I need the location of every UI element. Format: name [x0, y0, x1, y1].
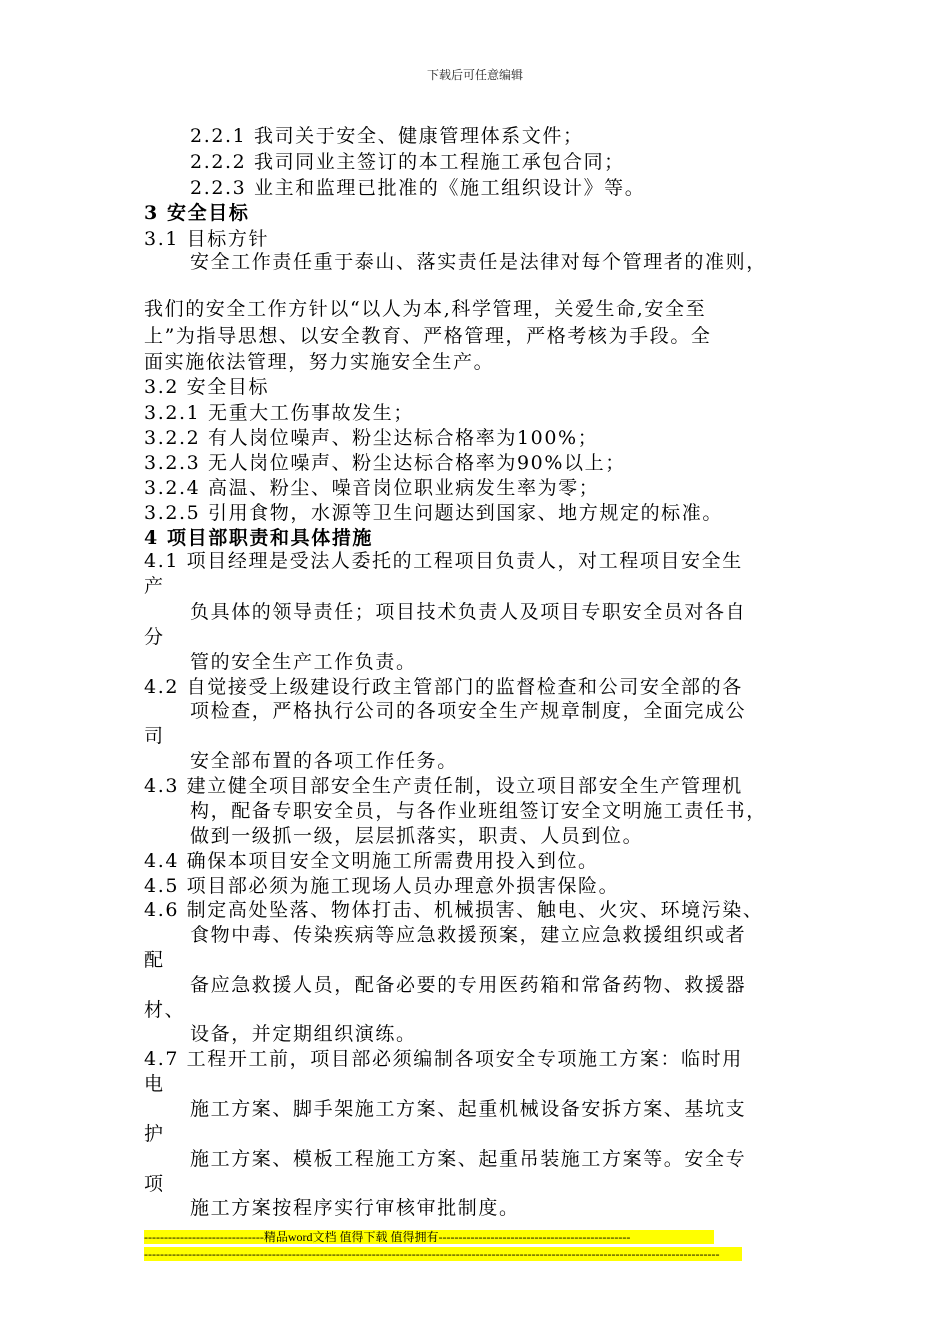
text-line: 护 [144, 1123, 165, 1145]
text-line: 4.4 确保本项目安全文明施工所需费用投入到位。 [144, 850, 599, 872]
text-line: 4.5 项目部必须为施工现场人员办理意外损害保险。 [144, 875, 620, 897]
text-line: 负具体的领导责任；项目技术负责人及项目专职安全员对各自 [190, 601, 747, 623]
text-line: 配 [144, 949, 165, 971]
text-line: 施工方案按程序实行审核审批制度。 [190, 1197, 520, 1219]
text-line: 4.7 工程开工前，项目部必须编制各项安全专项施工方案：临时用 [144, 1048, 743, 1070]
page-header: 下载后可任意编辑 [426, 68, 523, 82]
text-line: 做到一级抓一级，层层抓落实，职责、人员到位。 [190, 825, 644, 847]
text-line: 安全工作责任重于泰山、落实责任是法律对每个管理者的准则， [190, 251, 767, 273]
text-line: 3.2.3 无人岗位噪声、粉尘达标合格率为90%以上； [144, 452, 626, 474]
text-line: 管的安全生产工作负责。 [190, 651, 417, 673]
text-line: 2.2.3 业主和监理已批准的《施工组织设计》等。 [190, 177, 646, 199]
text-line: 4.3 建立健全项目部安全生产责任制，设立项目部安全生产管理机 [144, 775, 743, 797]
text-line: 4.6 制定高处坠落、物体打击、机械损害、触电、火灾、环境污染、 [144, 899, 764, 921]
text-line: 面实施依法管理，努力实施安全生产。 [144, 351, 495, 373]
text-line: 4.2 自觉接受上级建设行政主管部门的监督检查和公司安全部的各 [144, 676, 743, 698]
subsection-heading: 3.1 目标方针 [144, 228, 270, 250]
text-line: 电 [144, 1073, 165, 1095]
text-line: 2.2.2 我司同业主签订的本工程施工承包合同； [190, 151, 625, 173]
text-line: 3.2.4 高温、粉尘、噪音岗位职业病发生率为零； [144, 477, 600, 499]
text-line: 3.2.1 无重大工伤事故发生； [144, 402, 414, 424]
section-heading: 4 项目部职责和具体措施 [144, 527, 374, 549]
text-line: 3.2.5 引用食物，水源等卫生问题达到国家、地方规定的标准。 [144, 502, 723, 524]
text-line: 备应急救援人员，配备必要的专用医药箱和常备药物、救援器 [190, 974, 747, 996]
text-line: 我们的安全工作方针以“以人为本,科学管理，关爱生命,安全至 [144, 298, 707, 320]
text-line: 分 [144, 626, 165, 648]
text-line: 施工方案、脚手架施工方案、起重机械设备安拆方案、基坑支 [190, 1098, 747, 1120]
subsection-heading: 3.2 安全目标 [144, 376, 270, 398]
footer-banner: ------------------------------精品word文档 值得下载 值得拥有------------------------------------------------ [144, 1230, 714, 1244]
text-line: 项 [144, 1173, 165, 1195]
text-line: 安全部布置的各项工作任务。 [190, 750, 458, 772]
text-line: 2.2.1 我司关于安全、健康管理体系文件； [190, 125, 584, 147]
text-line: 上”为指导思想、以安全教育、严格管理，严格考核为手段。全 [144, 325, 712, 347]
section-heading: 3 安全目标 [144, 202, 250, 224]
text-line: 材、 [144, 999, 186, 1021]
text-line: 食物中毒、传染疾病等应急救援预案，建立应急救援组织或者 [190, 924, 747, 946]
text-line: 司 [144, 725, 165, 747]
text-line: 施工方案、模板工程施工方案、起重吊装施工方案等。安全专 [190, 1148, 747, 1170]
footer-dash-line: ------------------------------------------------------------------------------------------------------------------------------------------------ [144, 1247, 742, 1261]
text-line: 构，配备专职安全员，与各作业班组签订安全文明施工责任书， [190, 800, 767, 822]
text-line: 3.2.2 有人岗位噪声、粉尘达标合格率为100%； [144, 427, 599, 449]
text-line: 4.1 项目经理是受法人委托的工程项目负责人，对工程项目安全生 [144, 550, 743, 572]
text-line: 设备，并定期组织演练。 [190, 1023, 417, 1045]
text-line: 项检查，严格执行公司的各项安全生产规章制度，全面完成公 [190, 700, 747, 722]
text-line: 产 [144, 575, 165, 597]
